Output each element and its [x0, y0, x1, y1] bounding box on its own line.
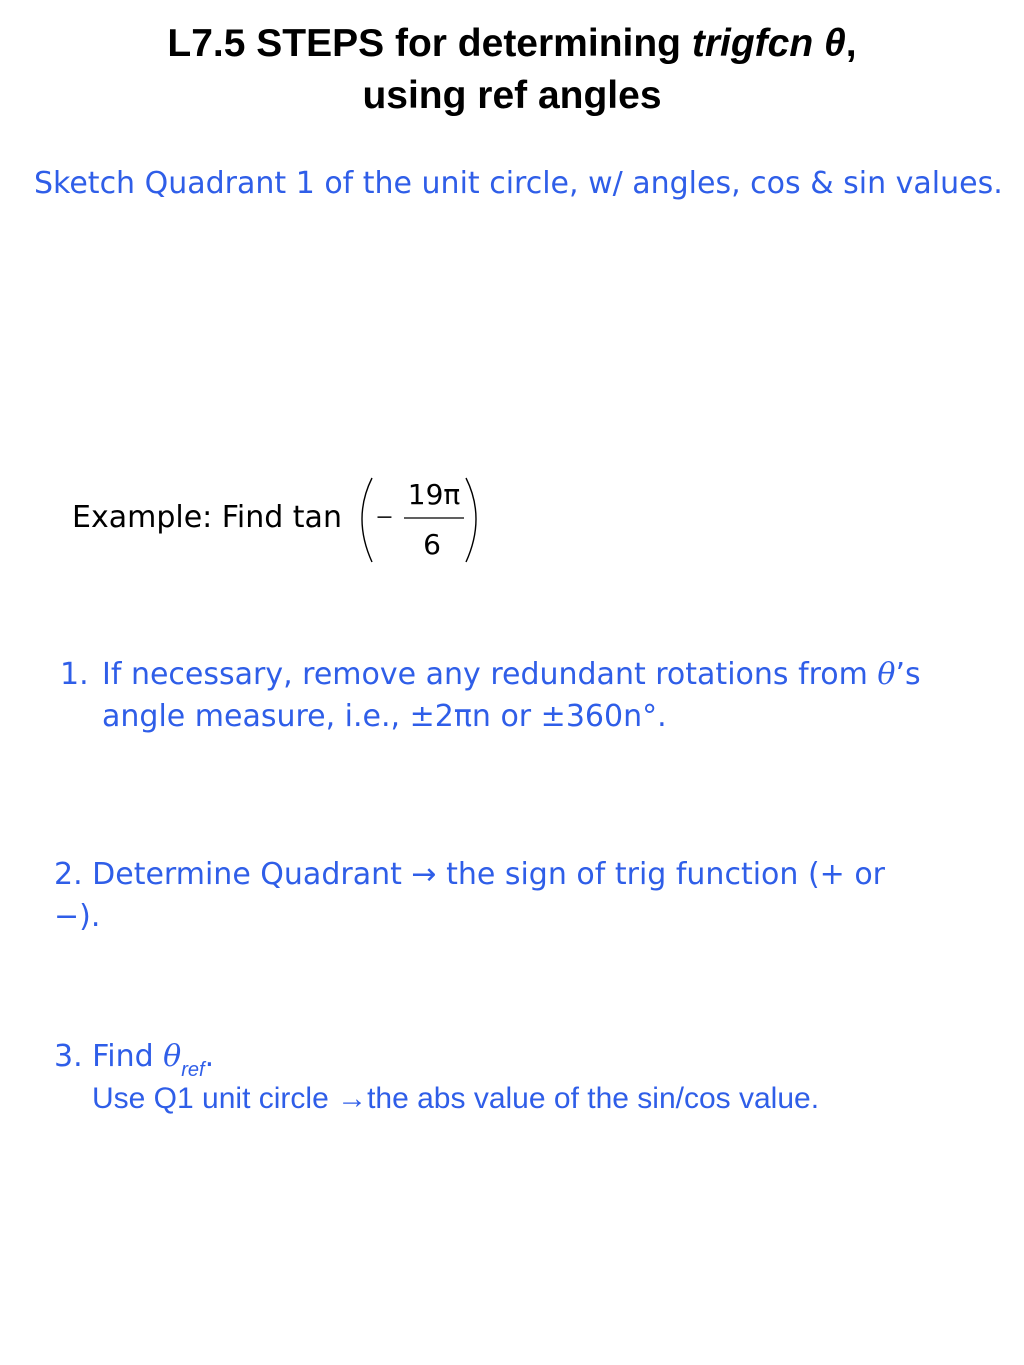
- right-paren: [466, 478, 476, 562]
- sketch-instruction: Sketch Quadrant 1 of the unit circle, w/ angles, cos & sin values.: [34, 166, 1003, 201]
- title-prefix: L7.5 STEPS for determining: [167, 22, 692, 65]
- fraction-numerator: 19π: [407, 478, 461, 511]
- title-line-1: [0, 18, 1024, 70]
- theta-subscript: ref: [181, 1059, 205, 1081]
- title-italic: trigfcn θ: [691, 22, 846, 65]
- step-3: 3. Find $\theta_{ref}$.: [54, 1039, 215, 1081]
- left-paren: [362, 478, 372, 562]
- step-1: [60, 654, 960, 738]
- page-title: [0, 18, 1024, 122]
- title-line-2: using ref angles: [362, 74, 662, 117]
- fraction-expression: [354, 470, 484, 566]
- theta-symbol: θ: [163, 1039, 182, 1074]
- example-label: Example: Find tan: [72, 500, 342, 535]
- fraction-denominator: 6: [423, 528, 441, 561]
- step-3-detail: Use Q1 unit circle →the abs value of the sin/cos value.: [92, 1082, 820, 1115]
- step-2: 2. Determine Quadrant → the sign of trig function (+ or −).: [54, 857, 886, 934]
- title-suffix: ,: [845, 22, 857, 65]
- step-1-number: 1.: [60, 657, 89, 692]
- theta-symbol: θ: [877, 657, 896, 692]
- step-1-text: If necessary, remove any redundant rotations from θ’s angle measure, i.e., ±2πn or ±360n°.: [102, 657, 921, 734]
- minus-sign: −: [376, 501, 393, 534]
